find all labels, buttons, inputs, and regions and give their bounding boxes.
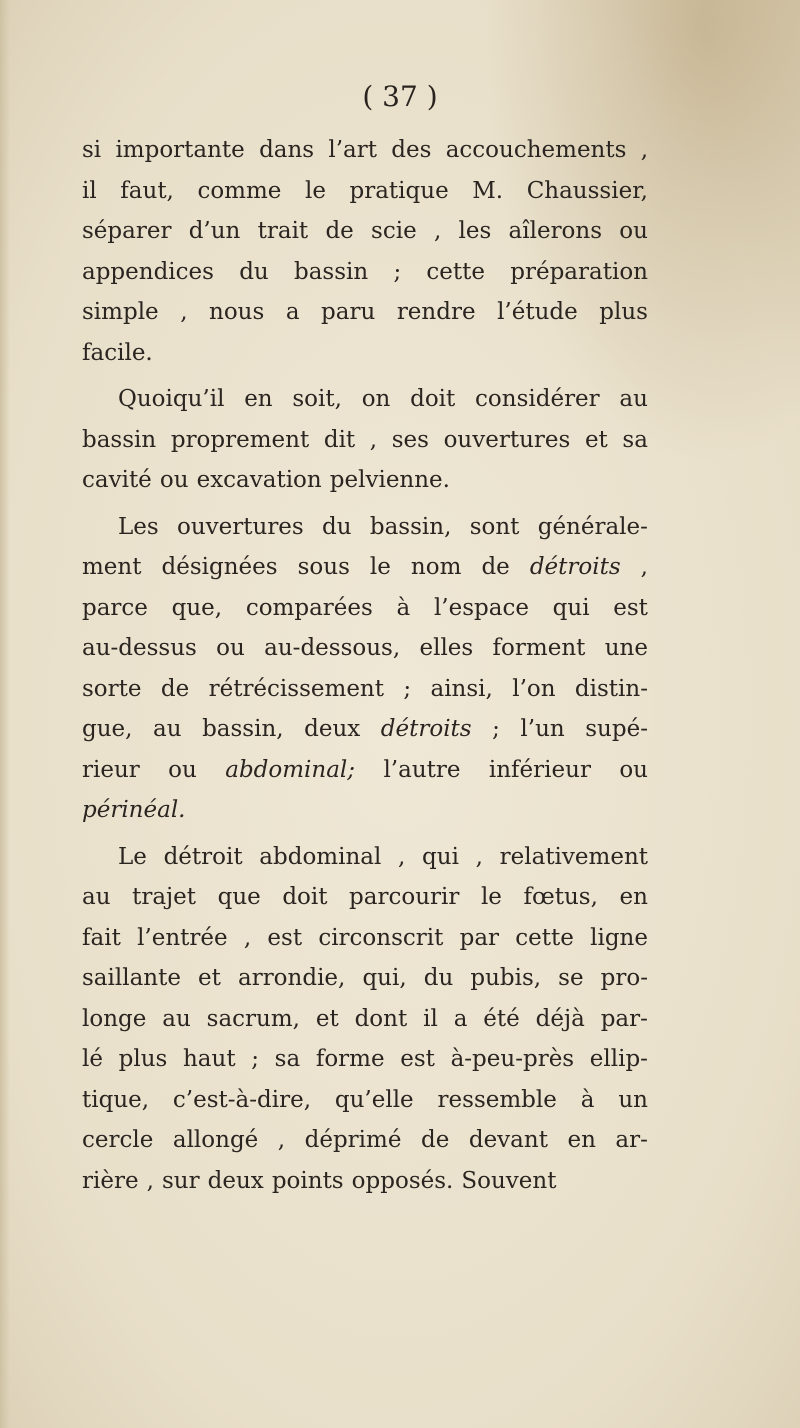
- text-line: [82, 999, 648, 1040]
- text-line: [82, 958, 648, 999]
- word: ,: [146, 1167, 154, 1194]
- word: doit: [282, 884, 328, 910]
- word: gue,: [82, 716, 133, 742]
- word: ou: [159, 467, 189, 493]
- text-line: [82, 211, 648, 252]
- word: le: [304, 177, 326, 204]
- word: en: [567, 1127, 596, 1153]
- word: longe: [82, 1005, 147, 1032]
- word: ouvertures: [443, 426, 571, 453]
- word: détroit: [163, 843, 243, 870]
- word: rétrécissement: [208, 675, 384, 702]
- word: les: [458, 218, 492, 244]
- word: l’étude: [497, 299, 578, 325]
- paragraph: [82, 130, 648, 373]
- word: l’entrée: [137, 924, 228, 951]
- text-line: [82, 252, 648, 293]
- word: Le: [118, 843, 147, 870]
- word: nous: [209, 299, 265, 325]
- word: au-dessous,: [264, 635, 401, 661]
- word: du: [239, 258, 269, 285]
- word: du: [322, 513, 352, 540]
- word: ,: [277, 1127, 286, 1153]
- word: l’un: [520, 716, 565, 742]
- text-line: [82, 379, 648, 420]
- word: abdominal: [259, 843, 382, 870]
- word: plus: [118, 1046, 168, 1072]
- word: deux: [304, 716, 361, 742]
- word: ,: [475, 843, 483, 870]
- word: aîlerons: [508, 218, 603, 244]
- word: l’art: [328, 137, 378, 163]
- text-line: [82, 547, 648, 588]
- word: sacrum,: [206, 1005, 300, 1032]
- word: à-peu-près: [450, 1046, 575, 1072]
- word: cette: [426, 258, 486, 285]
- word: sont: [469, 513, 520, 540]
- word: que,: [171, 594, 223, 621]
- word: au: [153, 716, 182, 742]
- word: dans: [259, 137, 315, 163]
- word: par-: [600, 1005, 648, 1032]
- word: distin-: [574, 675, 648, 702]
- word: a: [285, 299, 300, 325]
- word: ouvertures: [177, 513, 304, 540]
- text-line: [82, 1080, 648, 1121]
- word: une: [604, 635, 648, 661]
- text-line: [82, 171, 648, 212]
- text-line: [82, 130, 648, 171]
- word: est: [267, 924, 303, 951]
- text-line: [82, 420, 648, 461]
- word: au-dessus: [82, 635, 197, 661]
- word: par: [459, 924, 500, 951]
- word: ,: [640, 137, 648, 163]
- word: et: [315, 1005, 339, 1032]
- word: importante: [115, 137, 245, 163]
- word: détroits: [380, 716, 472, 742]
- word: cercle: [82, 1127, 154, 1153]
- word: ,: [398, 843, 406, 870]
- word: ellip-: [589, 1046, 648, 1072]
- word: Chaussier,: [526, 177, 648, 204]
- word: pelvienne.: [329, 467, 450, 493]
- word: simple: [82, 299, 159, 325]
- word: rieur: [82, 756, 140, 783]
- text-line: [82, 1161, 648, 1202]
- word: haut: [182, 1046, 236, 1072]
- word: sa: [274, 1046, 301, 1072]
- word: été: [483, 1005, 520, 1032]
- word: parce: [82, 594, 148, 621]
- word: scie: [371, 218, 417, 244]
- word: en: [619, 884, 648, 910]
- word: sur: [161, 1167, 200, 1194]
- word: bassin,: [202, 716, 284, 742]
- word: ;: [403, 675, 412, 702]
- word: ment: [82, 554, 142, 580]
- word: pubis,: [470, 965, 542, 991]
- word: plus: [599, 299, 648, 325]
- word: rendre: [396, 299, 476, 325]
- word: au: [619, 386, 648, 412]
- word: en: [244, 386, 273, 412]
- word: ainsi,: [430, 675, 493, 702]
- word: cette: [515, 924, 574, 951]
- word: qu’elle: [334, 1086, 414, 1113]
- word: à: [580, 1086, 595, 1113]
- word: excavation: [196, 467, 322, 493]
- word: de: [420, 1127, 450, 1153]
- word: le: [480, 884, 502, 910]
- word: il: [82, 177, 97, 204]
- word: bassin,: [369, 513, 452, 540]
- word: si: [82, 137, 102, 163]
- word: opposés.: [351, 1167, 454, 1194]
- word: détroits: [529, 554, 621, 580]
- word: fait: [82, 924, 121, 951]
- word: de: [160, 675, 190, 702]
- body-text: [82, 130, 648, 1201]
- word: facile.: [82, 339, 153, 366]
- word: arrondie,: [237, 965, 346, 991]
- paragraph: [82, 837, 648, 1202]
- word: des: [391, 137, 432, 163]
- word: l’on: [512, 675, 556, 702]
- word: tique,: [82, 1086, 150, 1113]
- word: déprimé: [304, 1127, 402, 1153]
- word: générale-: [537, 513, 648, 540]
- text-line: [82, 837, 648, 878]
- word: abdominal;: [225, 756, 356, 783]
- text-line: [82, 1120, 648, 1161]
- paragraph: [82, 507, 648, 831]
- word: comme: [197, 177, 282, 204]
- word: Les: [118, 513, 159, 540]
- word: proprement: [170, 426, 310, 453]
- word: parcourir: [349, 884, 460, 910]
- paragraph: [82, 379, 648, 501]
- word: un: [618, 1086, 648, 1113]
- text-line: [82, 588, 648, 629]
- word: ;: [393, 258, 402, 285]
- word: ,: [369, 426, 378, 453]
- word: dont: [354, 1005, 408, 1032]
- word: inférieur: [488, 756, 591, 783]
- word: préparation: [510, 258, 648, 285]
- word: trajet: [132, 884, 197, 910]
- word: de: [481, 554, 510, 580]
- word: ou: [168, 756, 197, 783]
- word: lé: [82, 1046, 103, 1072]
- word: est: [613, 594, 648, 621]
- word: saillante: [82, 965, 181, 991]
- text-line: [82, 333, 648, 374]
- word: bassin: [293, 258, 369, 285]
- word: M.: [472, 177, 504, 204]
- word: nom: [410, 554, 462, 580]
- word: et: [198, 965, 221, 991]
- word: au: [162, 1005, 191, 1032]
- text-line: [82, 292, 648, 333]
- word: on: [361, 386, 391, 412]
- word: circonscrit: [318, 924, 444, 951]
- text-line: [82, 628, 648, 669]
- word: du: [423, 965, 454, 991]
- word: désignées: [161, 554, 278, 580]
- text-line: [82, 790, 648, 831]
- text-line: [82, 1039, 648, 1080]
- word: et: [584, 426, 608, 453]
- text-line: [82, 709, 648, 750]
- word: ,: [433, 218, 442, 244]
- word: allongé: [172, 1127, 259, 1153]
- word: a: [453, 1005, 468, 1032]
- text-line: [82, 460, 648, 501]
- word: ou: [216, 635, 245, 661]
- word: ar-: [615, 1127, 648, 1153]
- word: ses: [391, 426, 429, 453]
- word: faut,: [120, 177, 174, 204]
- word: forme: [315, 1046, 385, 1072]
- word: le: [369, 554, 391, 580]
- word: comparées: [245, 594, 373, 621]
- word: il: [423, 1005, 438, 1032]
- page-number: ( 37 ): [362, 80, 438, 113]
- page-binding-shadow: [0, 0, 10, 1428]
- word: au: [82, 884, 111, 910]
- word: considérer: [475, 386, 600, 412]
- word: sa: [622, 426, 648, 453]
- word: trait: [257, 218, 309, 244]
- word: elles: [419, 635, 474, 661]
- word: relativement: [499, 843, 648, 870]
- word: à: [396, 594, 411, 621]
- word: ,: [180, 299, 188, 325]
- word: ou: [619, 756, 648, 783]
- word: supé-: [585, 716, 648, 742]
- word: déjà: [535, 1005, 585, 1032]
- word: se: [558, 965, 584, 991]
- word: deux: [207, 1167, 264, 1194]
- word: c’est-à-dire,: [172, 1086, 312, 1113]
- word: l’autre: [383, 756, 461, 783]
- word: soit,: [292, 386, 342, 412]
- word: rière: [82, 1167, 139, 1194]
- word: ,: [243, 924, 252, 951]
- word: sorte: [82, 675, 142, 702]
- word: forment: [492, 635, 586, 661]
- text-line: [82, 918, 648, 959]
- word: ressemble: [437, 1086, 557, 1113]
- word: est: [400, 1046, 435, 1072]
- word: qui,: [362, 965, 407, 991]
- word: doit: [410, 386, 456, 412]
- word: périnéal.: [82, 797, 186, 823]
- word: qui: [552, 594, 590, 621]
- word: Souvent: [461, 1167, 557, 1194]
- text-line: [82, 507, 648, 548]
- word: appendices: [82, 258, 214, 285]
- word: l’espace: [433, 594, 529, 621]
- word: pratique: [349, 177, 449, 204]
- text-line: [82, 877, 648, 918]
- word: ;: [251, 1046, 259, 1072]
- word: devant: [468, 1127, 548, 1153]
- word: bassin: [82, 426, 157, 453]
- word: ligne: [590, 924, 648, 951]
- word: accouchements: [445, 137, 627, 163]
- word: ,: [640, 554, 648, 580]
- word: points: [271, 1167, 344, 1194]
- word: fœtus,: [523, 884, 598, 910]
- word: sous: [297, 554, 350, 580]
- word: d’un: [188, 218, 241, 244]
- word: paru: [321, 299, 376, 325]
- word: Quoiqu’il: [118, 386, 225, 412]
- word: dit: [323, 426, 356, 453]
- word: de: [325, 218, 354, 244]
- word: cavité: [82, 467, 152, 493]
- text-line: [82, 750, 648, 791]
- text-line: [82, 669, 648, 710]
- word: qui: [422, 843, 459, 870]
- word: que: [217, 884, 261, 910]
- word: ou: [619, 218, 648, 244]
- word: ;: [492, 716, 500, 742]
- word: pro-: [600, 965, 648, 991]
- word: séparer: [82, 218, 172, 244]
